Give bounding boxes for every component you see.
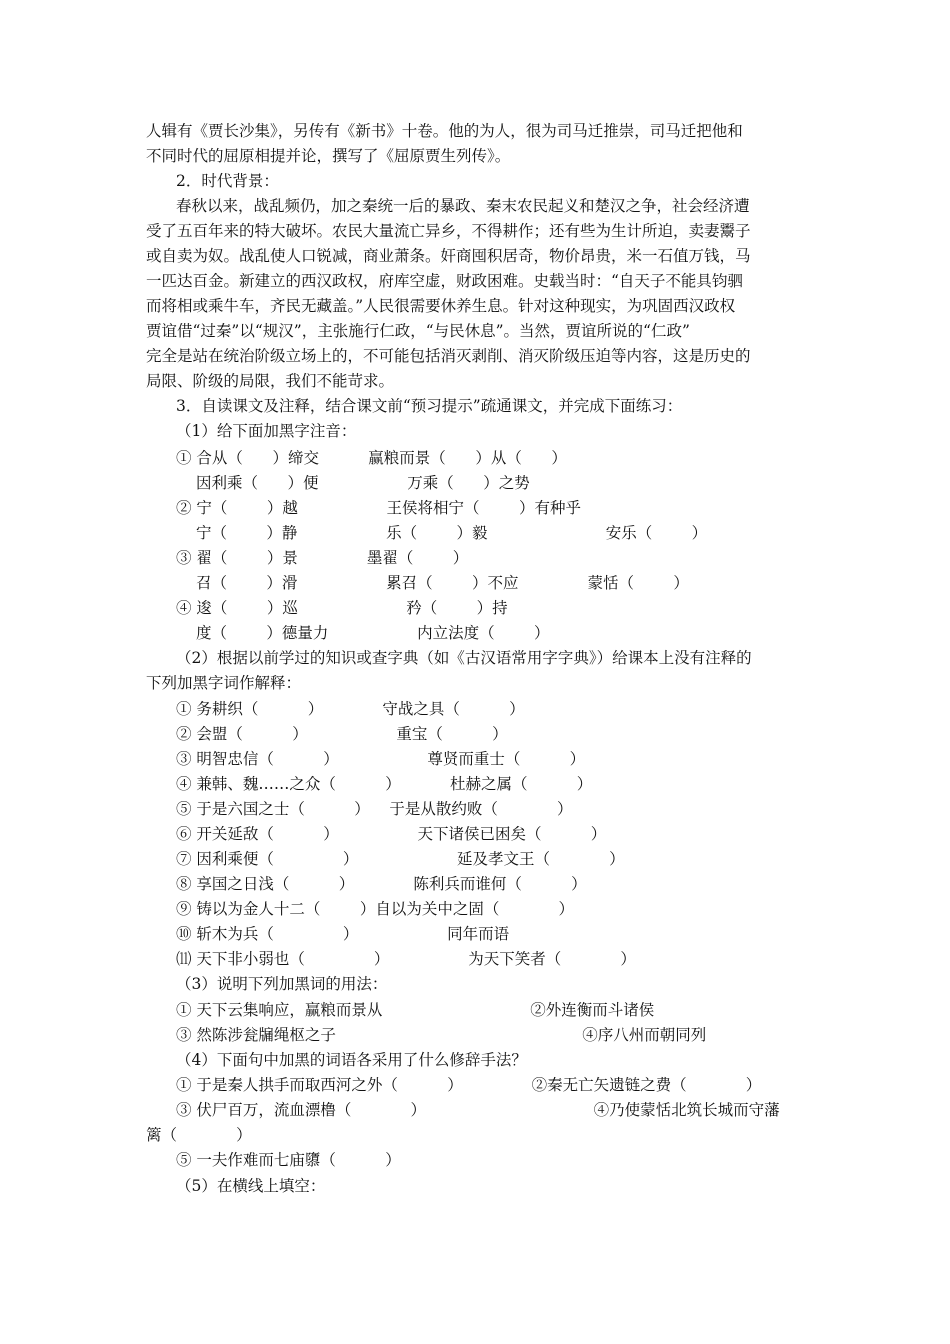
exercise-item: ⑤ 于是六国之士（ ） 于是从散约败（ ） <box>176 800 573 818</box>
section-heading: 3．自读课文及注释，结合课文前“预习提示”疏通课文，并完成下面练习： <box>176 397 683 415</box>
exercise-heading: （4）下面句中加黑的词语各采用了什么修辞手法？ <box>176 1051 527 1069</box>
exercise-item: ⑧ 享国之日浅（ ） 陈利兵而谁何（ ） <box>176 875 587 893</box>
exercise-item: 召（ ）滑 累召（ ）不应 蒙恬（ ） <box>196 574 689 592</box>
exercise-item: ⑾ 天下非小弱也（ ） 为天下笑者（ ） <box>176 950 636 968</box>
exercise-item: ① 于是秦人拱手而取西河之外（ ） ②秦无亡矢遗链之费（ ） <box>176 1076 762 1094</box>
text-line: 受了五百年来的特大破坏。农民大量流亡异乡，不得耕作；还有些为生计所迫，卖妻鬻子 <box>146 222 751 240</box>
exercise-item: ① 天下云集响应，赢粮而景从 ②外连衡而斗诸侯 <box>176 1001 655 1019</box>
text-line: 一匹达百金。新建立的西汉政权，府库空虚，财政困难。史载当时：“自天子不能具钧驷 <box>146 272 743 290</box>
exercise-item: ③ 然陈涉瓮牖绳枢之子 ④序八州而朝同列 <box>176 1026 707 1044</box>
exercise-item: ④ 逡（ ）巡 矜（ ）持 <box>176 599 508 617</box>
exercise-heading: （3）说明下列加黑词的用法： <box>176 975 388 993</box>
exercise-item: 因利乘（ ）便 万乘（ ）之势 <box>196 474 530 492</box>
text-line: 局限、阶级的局限，我们不能苛求。 <box>146 372 395 390</box>
exercise-item: 度（ ）德量力 内立法度（ ） <box>196 624 550 642</box>
text-line: 春秋以来，战乱频仍，加之秦统一后的暴政、秦末农民起义和楚汉之争，社会经济遭 <box>176 197 750 215</box>
exercise-item: ① 务耕织（ ） 守战之具（ ） <box>176 700 525 718</box>
exercise-item: ⑤ 一夫作难而七庙隳（ ） <box>176 1151 401 1169</box>
text-line: 人辑有《贾长沙集》，另传有《新书》十卷。他的为人，很为司马迁推崇，司马迁把他和 <box>146 122 743 140</box>
exercise-item: ⑨ 铸以为金人十二（ ）自以为关中之固（ ） <box>176 900 574 918</box>
exercise-item: ② 宁（ ）越 王侯将相宁（ ）有种乎 <box>176 499 581 517</box>
text-line: 贾谊借“过秦”以“规汉”，主张施行仁政，“与民休息”。当然，贾谊所说的“仁政” <box>146 322 690 340</box>
exercise-item: ① 合从（ ）缔交 赢粮而景（ ）从（ ） <box>176 449 567 467</box>
exercise-heading: （1）给下面加黑字注音： <box>176 422 357 440</box>
exercise-heading: 下列加黑字词作解释： <box>146 674 302 692</box>
exercise-item: ③ 翟（ ）景 墨翟（ ） <box>176 549 469 567</box>
exercise-item: ③ 伏尸百万，流血漂橹（ ） ④乃使蒙恬北筑长城而守藩 <box>176 1101 780 1119</box>
exercise-item: ⑥ 开关延敌（ ） 天下诸侯已困矣（ ） <box>176 825 607 843</box>
exercise-item: 篱（ ） <box>146 1126 252 1144</box>
exercise-item: ④ 兼韩、魏……之众（ ） 杜赫之属（ ） <box>176 775 593 793</box>
section-heading: 2．时代背景： <box>176 172 279 190</box>
exercise-heading: （5）在横线上填空： <box>176 1177 326 1195</box>
exercise-item: ⑦ 因利乘便（ ） 延及孝文王（ ） <box>176 850 625 868</box>
text-line: 而将相或乘牛车，齐民无藏盖。”人民很需要休养生息。针对这种现实，为巩固西汉政权 <box>146 297 736 315</box>
exercise-item: ③ 明智忠信（ ） 尊贤而重士（ ） <box>176 750 586 768</box>
text-line: 完全是站在统治阶级立场上的，不可能包括消灭剥削、消灭阶级压迫等内容，这是历史的 <box>146 347 751 365</box>
exercise-item: ⑩ 斩木为兵（ ） 同年而语 <box>176 925 510 943</box>
text-line: 或自卖为奴。战乱使人口锐减，商业萧条。奸商囤积居奇，物价昂贵，米一石值万钱，马 <box>146 247 751 265</box>
exercise-item: ② 会盟（ ） 重宝（ ） <box>176 725 508 743</box>
text-line: 不同时代的屈原相提并论，撰写了《屈原贾生列传》。 <box>146 147 511 165</box>
exercise-heading: （2）根据以前学过的知识或查字典（如《古汉语常用字字典》）给课本上没有注释的 <box>176 649 752 667</box>
exercise-item: 宁（ ）静 乐（ ）毅 安乐（ ） <box>196 524 708 542</box>
